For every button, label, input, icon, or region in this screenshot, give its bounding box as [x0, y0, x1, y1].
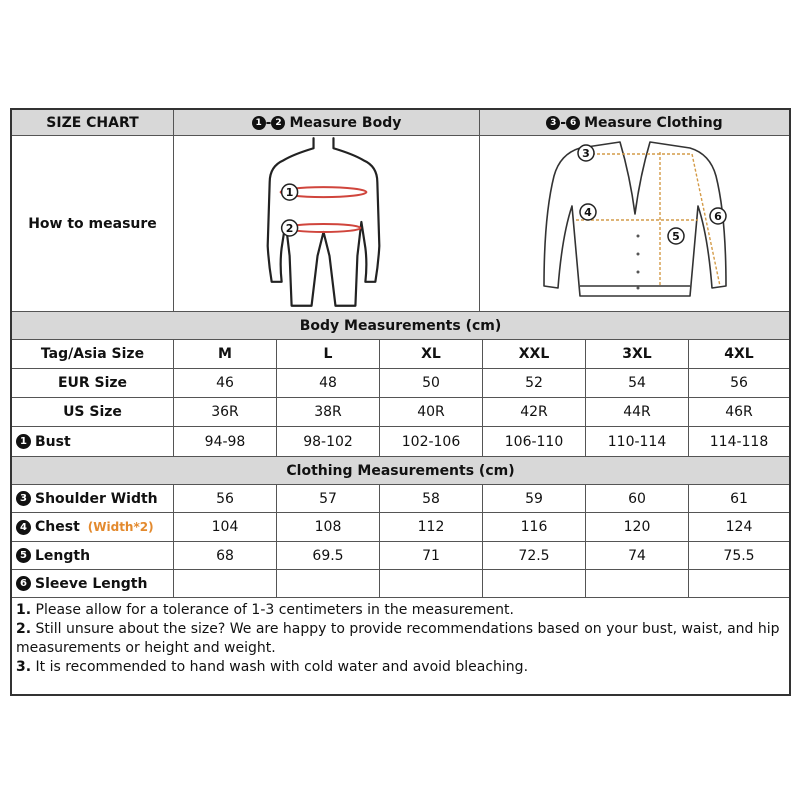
- how-to-measure-label: How to measure: [12, 136, 174, 311]
- shoulder-value: 60: [586, 485, 689, 512]
- marker-2-icon: 2: [271, 116, 285, 130]
- eur-value: 48: [277, 369, 380, 397]
- shoulder-value: 58: [380, 485, 483, 512]
- length-label: Length: [35, 547, 91, 564]
- clothing-measurements-row: [12, 457, 789, 485]
- size-chart-title: SIZE CHART: [12, 110, 174, 135]
- chest-label-cell: [12, 513, 174, 541]
- measure-body-header: 1 - 2 Measure Body: [174, 110, 480, 135]
- clothing-marker-6: 6: [714, 209, 722, 223]
- tag-asia-size-label: Tag/Asia Size: [12, 340, 174, 368]
- clothing-measurements-title: Clothing Measurements (cm): [286, 462, 515, 479]
- size-m: M: [174, 340, 277, 368]
- us-value: 40R: [380, 398, 483, 426]
- body-diagram: [174, 136, 480, 311]
- chest-value: 108: [277, 513, 380, 541]
- clothing-marker-5: 5: [672, 229, 680, 243]
- chest-width-note: (Width*2): [87, 520, 154, 534]
- eur-size-row: [12, 369, 789, 398]
- eur-value: 46: [174, 369, 277, 397]
- length-value: 75.5: [723, 547, 755, 564]
- sleeve-value: [380, 570, 483, 597]
- length-value: 72.5: [483, 542, 586, 569]
- sleeve-label: Sleeve Length: [35, 575, 148, 592]
- size-3xl: 3XL: [586, 340, 689, 368]
- chest-row: [12, 513, 789, 542]
- bust-value: 98-102: [277, 427, 380, 456]
- sleeve-label-cell: [12, 570, 174, 597]
- bust-value: 102-106: [380, 427, 483, 456]
- bust-value: 106-110: [483, 427, 586, 456]
- how-to-measure-row: [12, 136, 789, 312]
- sleeve-value: [586, 570, 689, 597]
- eur-value: 56: [730, 375, 748, 391]
- shoulder-value: 61: [730, 490, 748, 507]
- marker-1-icon: 1: [16, 434, 31, 449]
- length-row: [12, 542, 789, 570]
- body-measurements-title: Body Measurements (cm): [299, 317, 502, 334]
- note-1: 1. Please allow for a tolerance of 1-3 centimeters in the measurement.: [16, 602, 514, 618]
- marker-4-icon: 4: [16, 520, 31, 535]
- bust-row: [12, 427, 789, 457]
- us-value: 36R: [174, 398, 277, 426]
- sleeve-value: [689, 570, 789, 597]
- clothing-marker-4: 4: [584, 205, 592, 219]
- chest-value: 104: [174, 513, 277, 541]
- chest-value: 116: [483, 513, 586, 541]
- eur-value: 52: [483, 369, 586, 397]
- us-value: 38R: [277, 398, 380, 426]
- length-value: 68: [174, 542, 277, 569]
- body-marker-2: 2: [285, 221, 294, 235]
- marker-6-icon: 6: [16, 576, 31, 591]
- us-value: 44R: [586, 398, 689, 426]
- sleeve-value: [277, 570, 380, 597]
- note-3: 3. It is recommended to hand wash with cold water and avoid bleaching.: [16, 659, 529, 675]
- clothing-marker-3: 3: [582, 146, 590, 160]
- size-header-row: [12, 340, 789, 369]
- clothing-diagram: [480, 136, 789, 311]
- us-size-label: US Size: [12, 398, 174, 426]
- size-l: L: [277, 340, 380, 368]
- eur-value: 54: [586, 369, 689, 397]
- bust-value: 114-118: [709, 433, 769, 450]
- chest-value: 120: [586, 513, 689, 541]
- sleeve-value: [483, 570, 586, 597]
- shoulder-value: 59: [483, 485, 586, 512]
- chest-label: Chest: [35, 519, 80, 535]
- bust-label-cell: [12, 427, 174, 456]
- length-value: 74: [586, 542, 689, 569]
- size-4xl: 4XL: [724, 346, 754, 362]
- bust-label: Bust: [35, 433, 71, 450]
- shoulder-value: 56: [174, 485, 277, 512]
- marker-3-icon: 3: [16, 491, 31, 506]
- us-value: 46R: [725, 404, 753, 420]
- size-xl: XL: [380, 340, 483, 368]
- bust-value: 110-114: [586, 427, 689, 456]
- measure-clothing-label: Measure Clothing: [584, 114, 723, 131]
- length-value: 71: [380, 542, 483, 569]
- chest-value: 124: [725, 519, 753, 535]
- size-xxl: XXL: [483, 340, 586, 368]
- measure-clothing-header: 3 - 6 Measure Clothing: [480, 110, 789, 135]
- sleeve-value: [174, 570, 277, 597]
- notes-section: [12, 598, 789, 694]
- sleeve-row: [12, 570, 789, 598]
- body-figure-icon: [174, 136, 479, 312]
- us-size-row: [12, 398, 789, 427]
- marker-3-icon: 3: [546, 116, 560, 130]
- eur-value: 50: [380, 369, 483, 397]
- shoulder-row: [12, 485, 789, 513]
- body-marker-1: 1: [285, 185, 294, 199]
- measure-body-label: Measure Body: [289, 114, 402, 131]
- length-label-cell: [12, 542, 174, 569]
- note-2: 2. Still unsure about the size? We are happy to provide recommendations based on your bust, waist, and hip measurements or height and weight.: [16, 621, 780, 656]
- body-measurements-row: [12, 312, 789, 340]
- marker-6-icon: 6: [566, 116, 580, 130]
- length-value: 69.5: [277, 542, 380, 569]
- shoulder-label: Shoulder Width: [35, 490, 158, 507]
- us-value: 42R: [483, 398, 586, 426]
- chart-header-row: [12, 110, 789, 136]
- cardigan-figure-icon: [480, 136, 789, 312]
- shoulder-label-cell: [12, 485, 174, 512]
- marker-1-icon: 1: [252, 116, 266, 130]
- size-chart-table: [10, 108, 791, 696]
- marker-5-icon: 5: [16, 548, 31, 563]
- eur-size-label: EUR Size: [12, 369, 174, 397]
- shoulder-value: 57: [277, 485, 380, 512]
- bust-value: 94-98: [174, 427, 277, 456]
- chest-value: 112: [380, 513, 483, 541]
